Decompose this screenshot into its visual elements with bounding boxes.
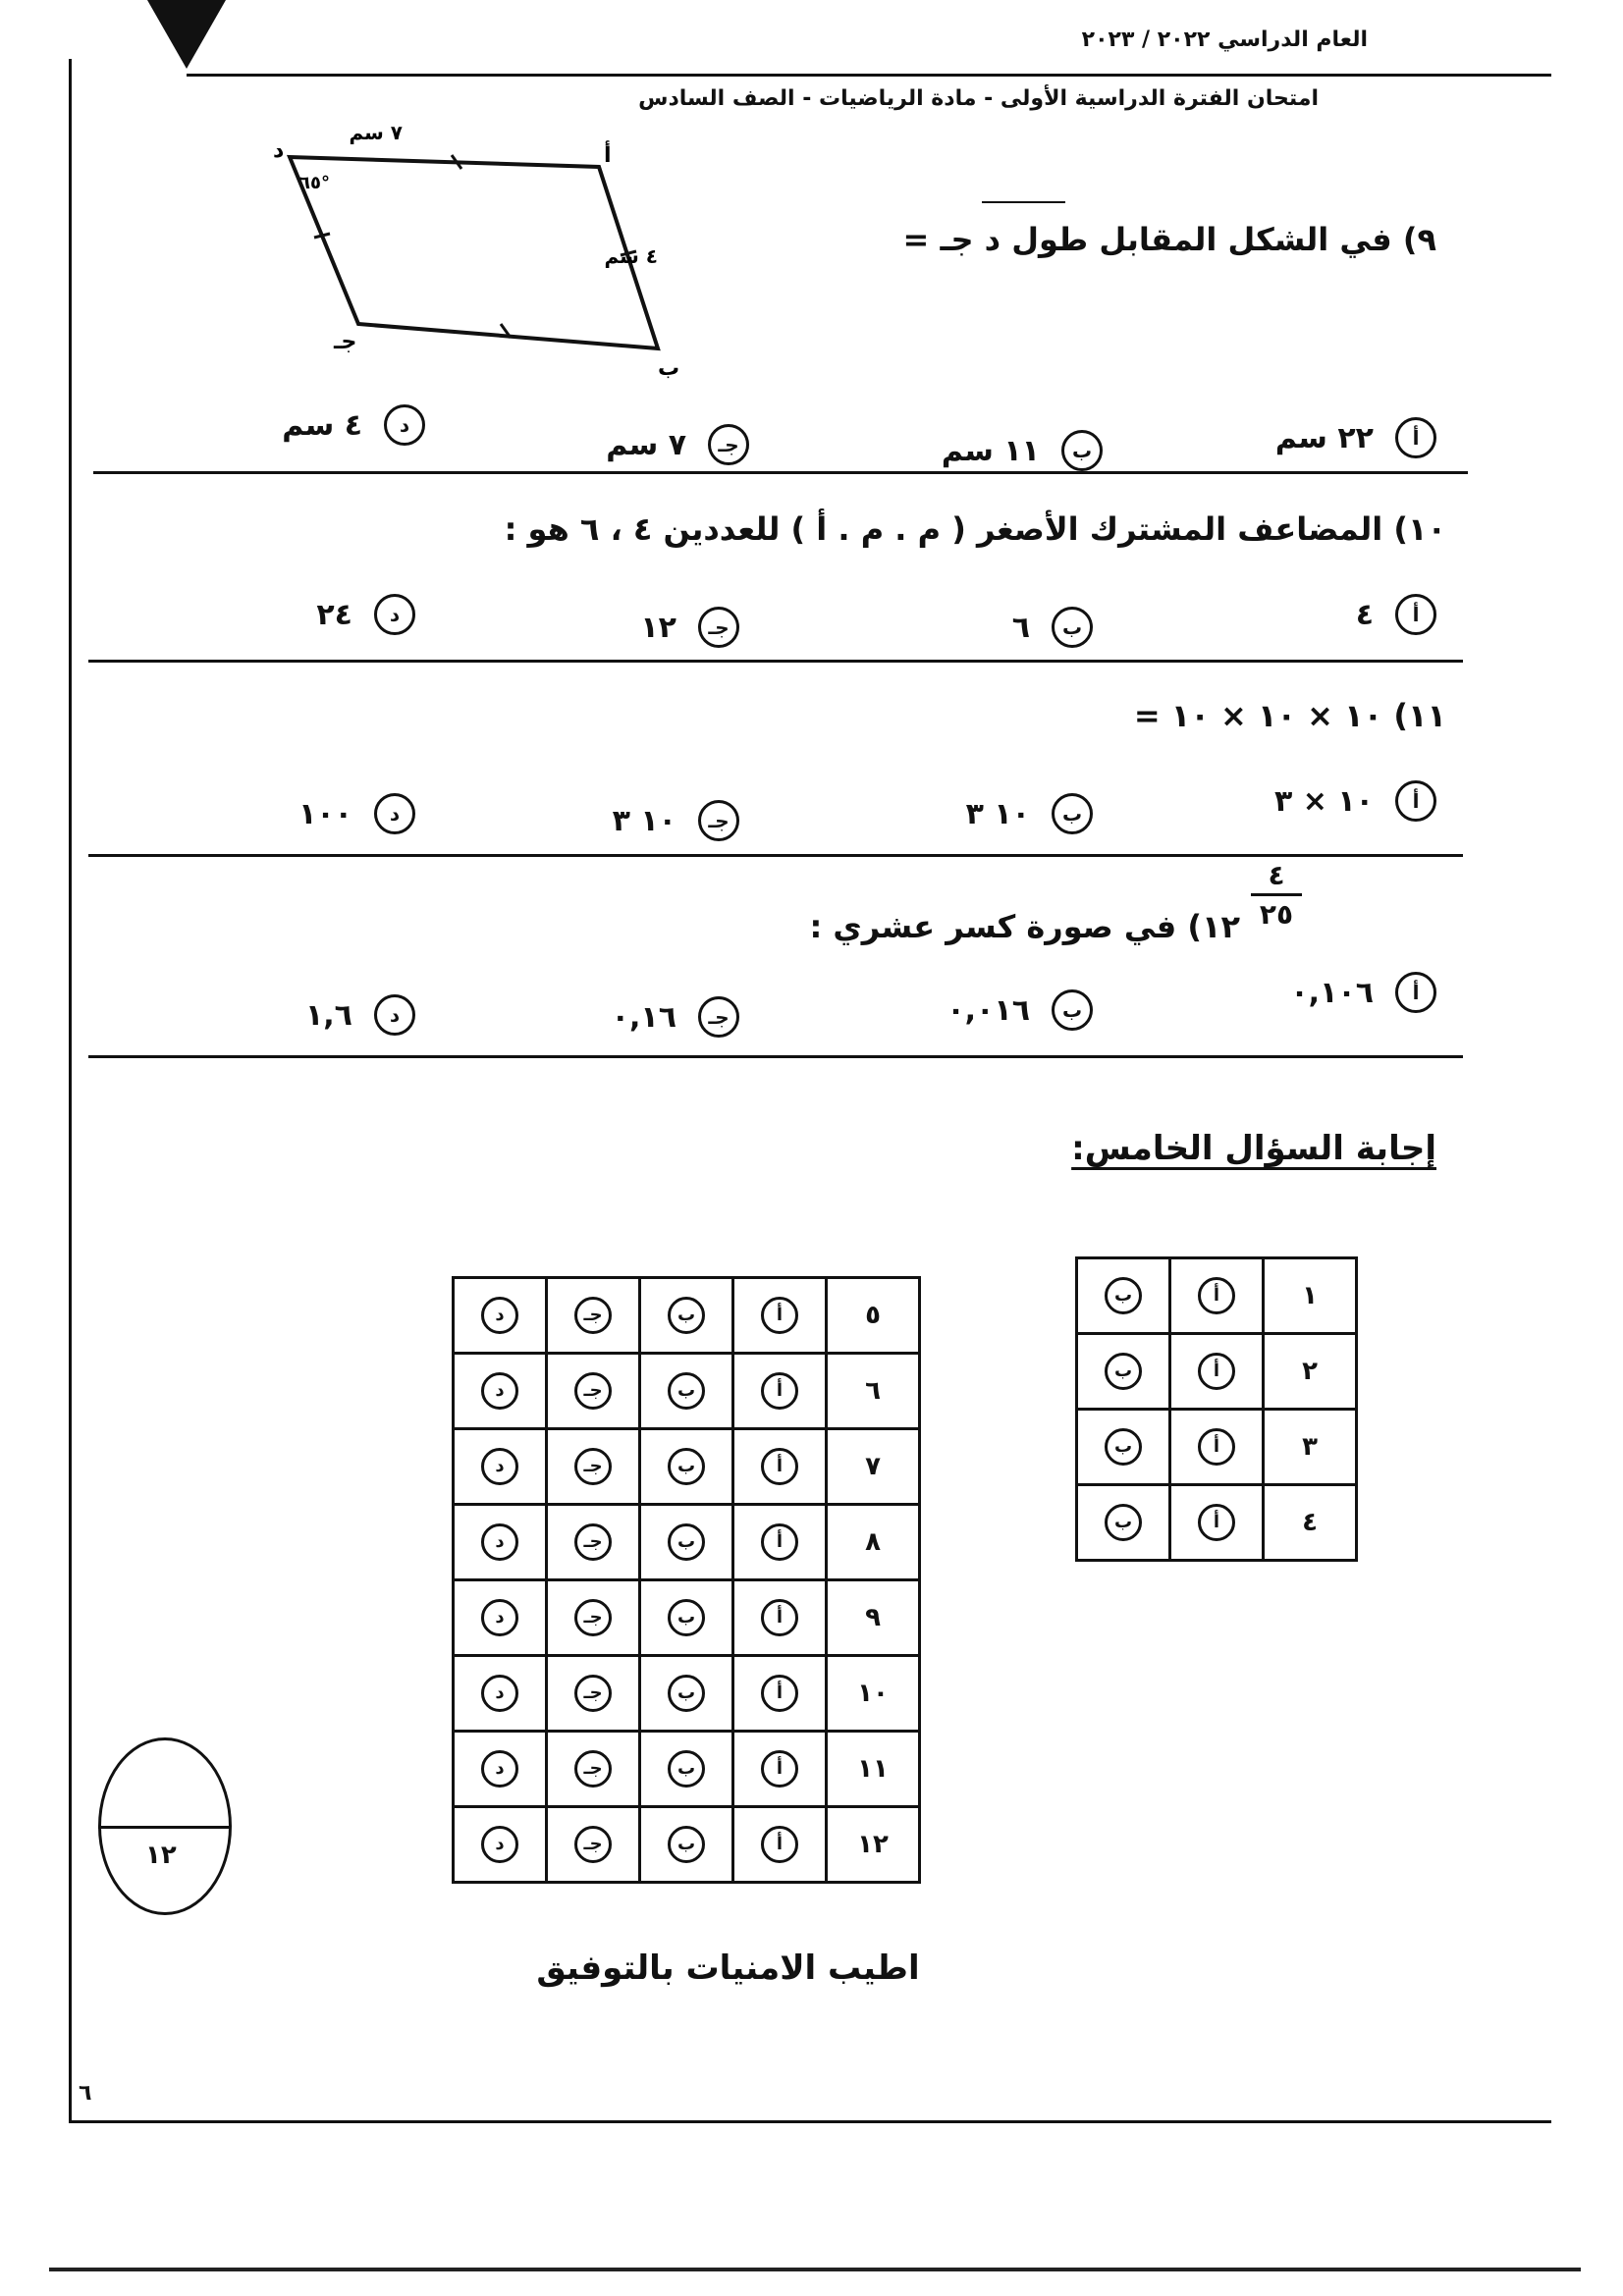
q10-choice-b[interactable] — [1012, 607, 1093, 648]
choice-letter-circle: ب — [668, 1448, 705, 1485]
answer-cell-c[interactable] — [547, 1807, 640, 1883]
q11-choice-c[interactable] — [613, 800, 739, 841]
choice-letter-circle: أ — [761, 1826, 798, 1863]
answer-cell-a[interactable] — [1170, 1334, 1264, 1410]
answer-cell-b[interactable] — [1077, 1334, 1170, 1410]
page-frame-left — [69, 59, 72, 2120]
answer-cell-d[interactable] — [454, 1505, 547, 1580]
choice-letter-circle: ب — [668, 1599, 705, 1636]
row-number: ٢ — [1264, 1334, 1357, 1410]
choice-value: ١٠ ٣ — [612, 803, 676, 838]
parallelogram-figure — [265, 118, 717, 383]
table-row — [1077, 1334, 1357, 1410]
choice-letter-circle: د — [374, 793, 415, 834]
row-number: ٩ — [827, 1580, 920, 1656]
table-row — [454, 1505, 920, 1580]
fraction-numerator: ٤ — [1268, 859, 1285, 891]
score-total: ١٢ — [145, 1841, 177, 1870]
choice-letter-circle: أ — [761, 1448, 798, 1485]
answer-cell-d[interactable] — [454, 1354, 547, 1429]
choice-letter-circle: جـ — [574, 1448, 612, 1485]
choice-value: ١٠٠ — [298, 796, 352, 831]
choice-letter-circle: ب — [668, 1750, 705, 1788]
choice-value: ١,٦ — [304, 997, 352, 1033]
fraction-denominator: ٢٥ — [1259, 898, 1294, 931]
answer-cell-c[interactable] — [547, 1656, 640, 1732]
choice-value: ٠,١٦ — [611, 999, 676, 1035]
table-row — [1077, 1258, 1357, 1334]
choice-letter-circle: أ — [1198, 1428, 1235, 1466]
answer-cell-a[interactable] — [733, 1429, 827, 1505]
q11-choice-a[interactable] — [1274, 780, 1436, 822]
choice-value: ١١ سم — [941, 433, 1040, 468]
choice-letter-circle: جـ — [574, 1750, 612, 1788]
answer-cell-a[interactable] — [1170, 1485, 1264, 1561]
choice-letter-circle: ب — [1061, 430, 1103, 471]
header-rule — [187, 74, 1551, 77]
page-corner-mark — [147, 0, 226, 69]
table-row — [1077, 1410, 1357, 1485]
answer-cell-b[interactable] — [640, 1656, 733, 1732]
choice-value: ٧ سم — [606, 427, 686, 462]
choice-letter-circle: أ — [1198, 1353, 1235, 1390]
choice-letter-circle: ب — [668, 1675, 705, 1712]
answer-cell-b[interactable] — [640, 1807, 733, 1883]
overline-dc — [982, 201, 1065, 203]
answer-cell-a[interactable] — [733, 1580, 827, 1656]
divider-4 — [88, 1055, 1463, 1058]
answer-cell-d[interactable] — [454, 1732, 547, 1807]
choice-letter-circle: أ — [761, 1523, 798, 1561]
choice-letter-circle: ب — [668, 1297, 705, 1334]
choice-letter-circle: ب — [1052, 607, 1093, 648]
vertex-b-label: ب — [658, 356, 680, 381]
choice-letter-circle: د — [481, 1523, 518, 1561]
answer-cell-b[interactable] — [640, 1732, 733, 1807]
question-10-text: ١٠) المضاعف المشترك الأصغر ( م . م . أ ) للعددين ٤ ، ٦ هو : — [504, 510, 1446, 548]
closing-message: اطيب الامنيات بالتوفيق — [536, 1949, 920, 1988]
choice-letter-circle: جـ — [698, 607, 739, 648]
choice-letter-circle: د — [481, 1372, 518, 1410]
choice-letter-circle: د — [481, 1675, 518, 1712]
answer-cell-b[interactable] — [1077, 1485, 1170, 1561]
answer-cell-c[interactable] — [547, 1732, 640, 1807]
answer-cell-d[interactable] — [454, 1429, 547, 1505]
answer-cell-d[interactable] — [454, 1807, 547, 1883]
q12-choice-d[interactable] — [305, 994, 415, 1036]
choice-value: ١٢ — [640, 610, 676, 645]
answer-cell-d[interactable] — [454, 1278, 547, 1354]
q12-choice-c[interactable] — [612, 996, 739, 1038]
page-frame-bottom — [69, 2120, 1551, 2123]
divider-1 — [93, 471, 1468, 474]
row-number: ١٠ — [827, 1656, 920, 1732]
choice-value: ٠,١٠٦ — [1290, 975, 1374, 1010]
choice-value: ١٠ × ٣ — [1274, 783, 1374, 819]
answer-cell-c[interactable] — [547, 1505, 640, 1580]
choice-value: ٤ سم — [282, 407, 362, 443]
answer-cell-c[interactable] — [547, 1580, 640, 1656]
choice-letter-circle: جـ — [574, 1599, 612, 1636]
row-number: ٥ — [827, 1278, 920, 1354]
choice-letter-circle: أ — [761, 1675, 798, 1712]
choice-letter-circle: ب — [668, 1372, 705, 1410]
choice-letter-circle: جـ — [708, 424, 749, 465]
choice-letter-circle: ب — [1052, 989, 1093, 1031]
choice-letter-circle: أ — [1198, 1504, 1235, 1541]
q11-choice-d[interactable] — [298, 793, 415, 834]
row-number: ١ — [1264, 1258, 1357, 1334]
answer-section-title: إجابة السؤال الخامس: — [1071, 1129, 1436, 1168]
vertex-a-label: أ — [604, 143, 612, 168]
choice-letter-circle: د — [481, 1826, 518, 1863]
q9-choice-a[interactable] — [1275, 417, 1436, 458]
choice-value: ٢٢ سم — [1274, 420, 1374, 455]
page-number: ٦ — [79, 2081, 92, 2106]
q10-choice-d[interactable] — [316, 594, 415, 635]
choice-value: ٠,٠١٦ — [947, 992, 1030, 1028]
choice-letter-circle: ب — [1105, 1504, 1142, 1541]
choice-letter-circle: أ — [761, 1750, 798, 1788]
choice-letter-circle: أ — [761, 1372, 798, 1410]
table-row — [454, 1656, 920, 1732]
answer-cell-b[interactable] — [1077, 1410, 1170, 1485]
answer-cell-d[interactable] — [454, 1580, 547, 1656]
choice-letter-circle: ب — [1105, 1428, 1142, 1466]
choice-letter-circle: أ — [761, 1599, 798, 1636]
choice-letter-circle: د — [481, 1599, 518, 1636]
answer-cell-b[interactable] — [1077, 1258, 1170, 1334]
choice-letter-circle: جـ — [698, 800, 739, 841]
answer-cell-c[interactable] — [547, 1429, 640, 1505]
divider-2 — [88, 660, 1463, 663]
choice-letter-circle: ب — [668, 1523, 705, 1561]
choice-letter-circle: د — [374, 594, 415, 635]
figure-top-side-label: ٧ سم — [349, 121, 403, 144]
choice-letter-circle: أ — [1395, 780, 1436, 822]
choice-letter-circle: أ — [1395, 594, 1436, 635]
answer-cell-b[interactable] — [640, 1505, 733, 1580]
choice-letter-circle: أ — [1395, 417, 1436, 458]
answer-cell-a[interactable] — [1170, 1258, 1264, 1334]
table-row — [454, 1278, 920, 1354]
answer-cell-a[interactable] — [733, 1505, 827, 1580]
q9-choice-c[interactable] — [606, 424, 749, 465]
answer-cell-a[interactable] — [733, 1354, 827, 1429]
divider-3 — [88, 854, 1463, 857]
choice-letter-circle: جـ — [574, 1372, 612, 1410]
choice-letter-circle: د — [384, 404, 425, 446]
q12-choice-b[interactable] — [947, 989, 1093, 1031]
q10-choice-c[interactable] — [640, 607, 739, 648]
vertex-c-label: جـ — [334, 330, 357, 354]
choice-letter-circle: د — [481, 1448, 518, 1485]
q11-choice-b[interactable] — [966, 793, 1093, 834]
answer-cell-b[interactable] — [640, 1580, 733, 1656]
row-number: ٧ — [827, 1429, 920, 1505]
choice-value: ٢٤ — [316, 597, 352, 632]
choice-letter-circle: أ — [1395, 972, 1436, 1013]
q10-choice-a[interactable] — [1356, 594, 1436, 635]
answer-cell-d[interactable] — [454, 1656, 547, 1732]
choice-letter-circle: ب — [1052, 793, 1093, 834]
header-year: العام الدراسي ٢٠٢٢ / ٢٠٢٣ — [1081, 27, 1368, 52]
answer-cell-a[interactable] — [733, 1732, 827, 1807]
answer-cell-a[interactable] — [733, 1278, 827, 1354]
scan-bottom-rule — [49, 2268, 1581, 2271]
row-number: ٨ — [827, 1505, 920, 1580]
answer-cell-a[interactable] — [733, 1656, 827, 1732]
header-exam-title: امتحان الفترة الدراسية الأولى - مادة الرياضيات - الصف السادس — [638, 86, 1319, 111]
figure-angle-label: ٦٥° — [299, 173, 330, 193]
answer-cell-b[interactable] — [640, 1354, 733, 1429]
q9-choice-b[interactable] — [942, 430, 1103, 471]
fraction — [1247, 859, 1306, 931]
table-row — [454, 1354, 920, 1429]
table-row — [454, 1429, 920, 1505]
vertex-d-label: د — [273, 138, 285, 163]
question-11-text: ١١) ١٠ × ١٠ × ١٠ = — [1133, 697, 1446, 734]
choice-value: ٦ — [1011, 610, 1030, 645]
table-row — [454, 1732, 920, 1807]
figure-right-side-label: ٤ سم — [604, 244, 658, 268]
table-row — [454, 1580, 920, 1656]
choice-letter-circle: جـ — [574, 1675, 612, 1712]
table-row — [1077, 1485, 1357, 1561]
choice-letter-circle: جـ — [698, 996, 739, 1038]
choice-letter-circle: د — [374, 994, 415, 1036]
table-row — [454, 1807, 920, 1883]
choice-value: ١٠ ٣ — [965, 796, 1030, 831]
choice-letter-circle: د — [481, 1750, 518, 1788]
question-9-text: ٩) في الشكل المقابل طول د جـ = — [902, 221, 1436, 258]
answer-cell-b[interactable] — [640, 1278, 733, 1354]
answer-table-large — [452, 1276, 921, 1884]
score-divider — [98, 1826, 231, 1829]
answer-table-small — [1075, 1256, 1358, 1562]
answer-cell-c[interactable] — [547, 1278, 640, 1354]
row-number: ٤ — [1264, 1485, 1357, 1561]
row-number: ٦ — [827, 1354, 920, 1429]
answer-cell-b[interactable] — [640, 1429, 733, 1505]
row-number: ٣ — [1264, 1410, 1357, 1485]
choice-letter-circle: جـ — [574, 1523, 612, 1561]
choice-letter-circle: جـ — [574, 1826, 612, 1863]
q9-choice-d[interactable] — [282, 404, 425, 446]
choice-letter-circle: أ — [761, 1297, 798, 1334]
choice-letter-circle: جـ — [574, 1297, 612, 1334]
choice-letter-circle: ب — [1105, 1353, 1142, 1390]
answer-cell-a[interactable] — [733, 1807, 827, 1883]
row-number: ١١ — [827, 1732, 920, 1807]
answer-cell-a[interactable] — [1170, 1410, 1264, 1485]
choice-letter-circle: أ — [1198, 1277, 1235, 1314]
question-12-text: ١٢) في صورة كسر عشري : — [809, 908, 1240, 945]
choice-value: ٤ — [1355, 597, 1374, 632]
choice-letter-circle: ب — [668, 1826, 705, 1863]
row-number: ١٢ — [827, 1807, 920, 1883]
q12-choice-a[interactable] — [1290, 972, 1436, 1013]
choice-letter-circle: ب — [1105, 1277, 1142, 1314]
choice-letter-circle: د — [481, 1297, 518, 1334]
fraction-bar — [1251, 893, 1302, 896]
answer-cell-c[interactable] — [547, 1354, 640, 1429]
